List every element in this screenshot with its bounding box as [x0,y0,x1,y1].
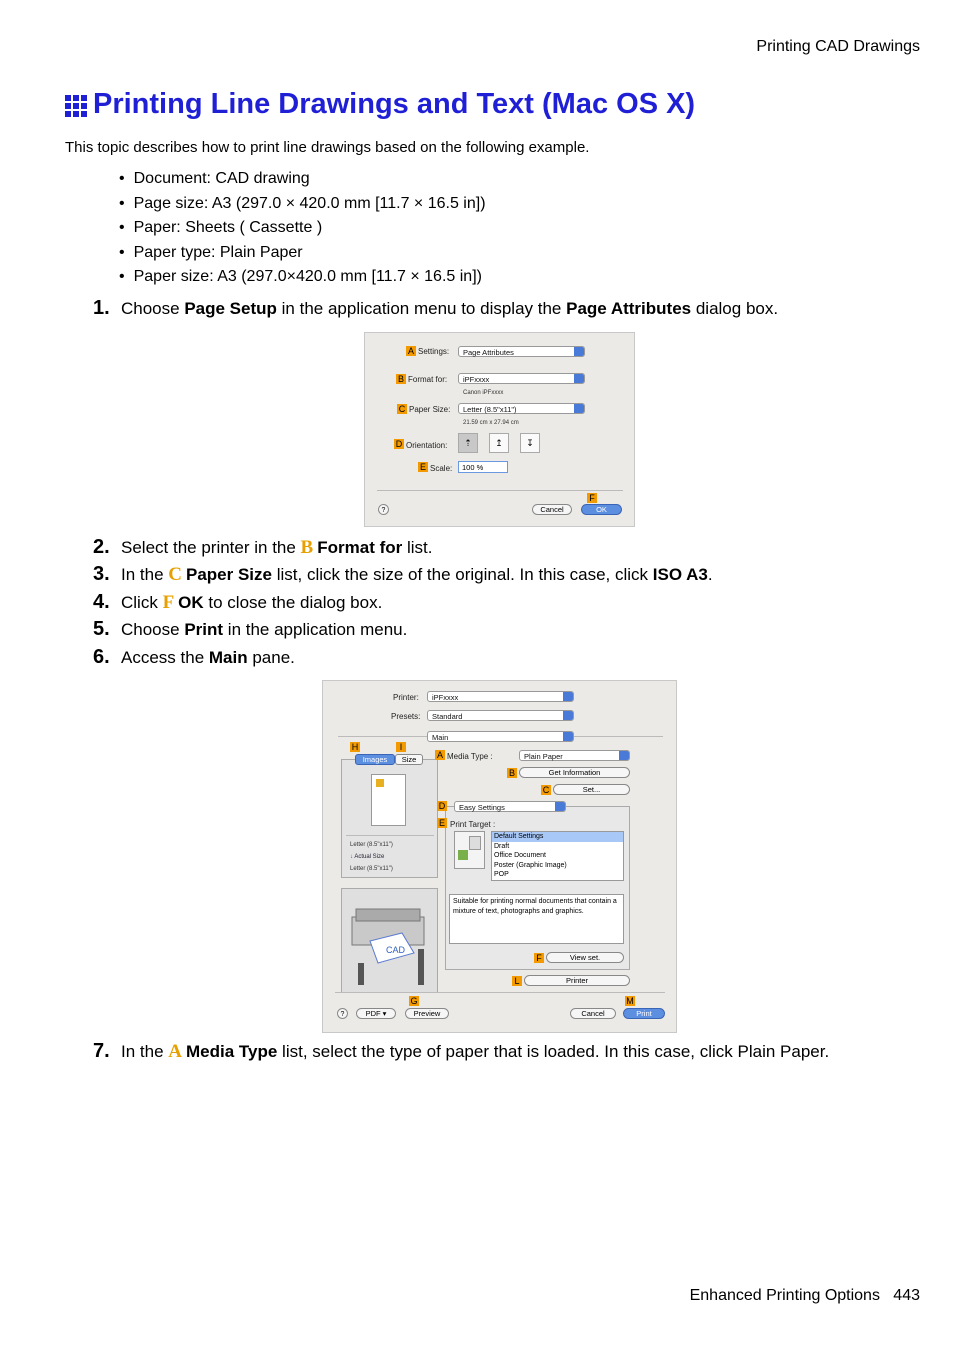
step-text: list. [402,538,433,557]
view-set-button[interactable]: View set. [546,952,624,963]
callout-c: C [542,785,550,795]
footer-text: Enhanced Printing Options [689,1287,880,1304]
step-number: 6. [93,646,110,668]
printer-select[interactable]: iPFxxxx [427,691,574,702]
svg-text:CAD: CAD [386,945,406,955]
down-arrow-icon: ↓ [350,854,355,860]
orientation-label: Orientation: [406,441,448,450]
paper-size-label: Paper Size: [409,405,451,414]
presets-select[interactable]: Standard [427,710,574,721]
step-bold: Main [208,648,248,667]
paper-size-sub: 21.59 cm x 27.94 cm [463,420,519,426]
step-text: in the application menu to display the [276,299,567,318]
list-item: • Paper size: A3 (297.0×420.0 mm [11.7 × 16.5 in]) [121,265,486,290]
callout-e: E [438,818,445,828]
media-type-label: Media Type : [447,752,493,761]
step-text: Choose [121,299,185,318]
list-item[interactable]: Poster (Graphic Image) [494,861,567,869]
printer-label: Printer: [393,693,419,702]
step-bold: Page Attributes [566,299,692,318]
callout-c: C [398,404,406,414]
list-item[interactable]: POP [494,871,509,879]
description-box: Suitable for printing normal documents that contain a mixture of text, photographs and graphics. [449,894,624,944]
scale-input[interactable]: 100 % [458,461,508,473]
callout-letter: F [162,592,175,613]
page-number: 443 [893,1287,920,1304]
list-item: • Paper: Sheets ( Cassette ) [121,216,486,241]
step-text: . [707,565,713,584]
help-icon[interactable]: ? [378,504,389,515]
step-number: 4. [93,591,110,613]
presets-label: Presets: [391,712,421,721]
step-text: pane. [247,648,295,667]
callout-l: L [512,976,522,986]
page-title: Printing Line Drawings and Text (Mac OS X) [93,88,696,120]
list-item[interactable]: Draft [494,842,510,850]
step-bold: Page Setup [184,299,277,318]
step-2 [93,536,432,559]
preview-panel [341,759,438,878]
easy-settings-select[interactable]: Easy Settings [454,801,566,812]
printer-image-panel [341,888,438,993]
preview-size-1: Letter (8.5"x11") [350,842,393,848]
step-bold: Media Type [186,1042,278,1061]
callout-e: E [419,462,426,472]
tab-images[interactable]: Images [355,754,395,765]
divider [335,992,665,993]
list-item[interactable]: Office Document [494,852,547,860]
step-number: 1. [93,297,110,319]
callout-f: F [534,953,544,963]
tab-size[interactable]: Size [395,754,423,765]
callout-a: A [436,750,443,760]
target-thumbnail-icon [454,831,485,869]
callout-letter: B [300,537,314,558]
step-text: to close the dialog box. [203,593,383,612]
set-button[interactable]: Set... [553,784,630,795]
callout-letter: C [168,564,182,585]
print-target-label: Print Target : [450,820,496,829]
callout-m: M [626,996,634,1006]
step-number: 7. [93,1040,110,1062]
step-text: In the [121,1042,169,1061]
help-icon[interactable]: ? [337,1008,348,1019]
callout-h: H [351,742,359,752]
step-text: list, click the size of the original. In this case, click [272,565,653,584]
callout-g: G [410,996,418,1006]
list-item: • Paper type: Plain Paper [121,241,486,266]
step-bold: Format for [317,538,403,557]
preview-button[interactable]: Preview [405,1008,449,1019]
callout-i: I [396,742,406,752]
callout-a: A [407,346,414,356]
step-text: dialog box. [691,299,779,318]
step-text: Select the printer in the [121,538,301,557]
pdf-button[interactable]: PDF ▾ [356,1008,396,1019]
step-bold: Print [184,620,224,639]
grid-icon [65,95,87,117]
running-header: Printing CAD Drawings [756,38,920,55]
callout-d: D [438,801,446,811]
actual-size-label: Actual Size [354,854,385,860]
example-list [121,167,486,290]
step-1 [93,297,778,320]
settings-label: Settings: [418,347,450,356]
paper-size-select[interactable]: Letter (8.5"x11") [458,403,585,414]
callout-b: B [397,374,404,384]
printer-button[interactable]: Printer [524,975,630,986]
actual-size [350,854,384,860]
format-sub: Canon iPFxxxx [463,390,504,396]
preview-size-2: Letter (8.5"x11") [350,866,393,872]
intro-text: This topic describes how to print line drawings based on the following example. [65,139,590,156]
divider [377,490,623,491]
cancel-button[interactable]: Cancel [532,504,572,515]
step-bold: OK [178,593,204,612]
format-select[interactable]: iPFxxxx [458,373,585,384]
ok-button[interactable]: OK [581,504,622,515]
step-7 [93,1040,829,1063]
landscape-icon[interactable]: ↥ [489,433,509,453]
image-thumbnail-icon [376,779,384,787]
step-text: Access the [121,648,209,667]
divider [346,835,434,836]
list-item: • Document: CAD drawing [121,167,486,192]
list-item: • Page size: A3 (297.0 × 420.0 mm [11.7 × 16.5 in]) [121,192,486,217]
portrait-icon[interactable]: ⇡ [458,433,478,453]
page-attributes-dialog [364,332,635,527]
list-item[interactable]: Default Settings [492,832,623,842]
print-dialog [322,680,677,1033]
step-6 [93,646,295,669]
callout-letter: A [168,1041,182,1062]
format-label: Format for: [408,375,448,384]
step-text: Choose [121,620,185,639]
step-4 [93,591,382,614]
get-information-button[interactable]: Get Information [519,767,630,778]
step-text: list, select the type of paper that is loaded. In this case, click Plain Paper. [277,1042,830,1061]
step-number: 5. [93,618,110,640]
callout-b: B [508,768,515,778]
pane-select[interactable]: Main [427,731,574,742]
printer-illustration [342,889,437,992]
page-preview [371,774,406,826]
print-button[interactable]: Print [623,1008,665,1019]
step-text: Click [121,593,163,612]
step-number: 2. [93,536,110,558]
step-3 [93,563,713,586]
footer [690,1287,920,1305]
callout-f: F [587,493,597,503]
media-type-select[interactable]: Plain Paper [519,750,630,761]
step-bold: Paper Size [186,565,272,584]
settings-select[interactable]: Page Attributes [458,346,585,357]
title-row [65,88,695,121]
step-5 [93,618,407,641]
step-text: In the [121,565,169,584]
scale-label: Scale: [430,464,453,473]
reverse-landscape-icon[interactable]: ↧ [520,433,540,453]
callout-d: D [395,439,403,449]
step-bold: ISO A3 [652,565,708,584]
step-text: in the application menu. [223,620,408,639]
step-number: 3. [93,563,110,585]
print-target-list[interactable] [491,831,624,881]
cancel-button[interactable]: Cancel [570,1008,616,1019]
